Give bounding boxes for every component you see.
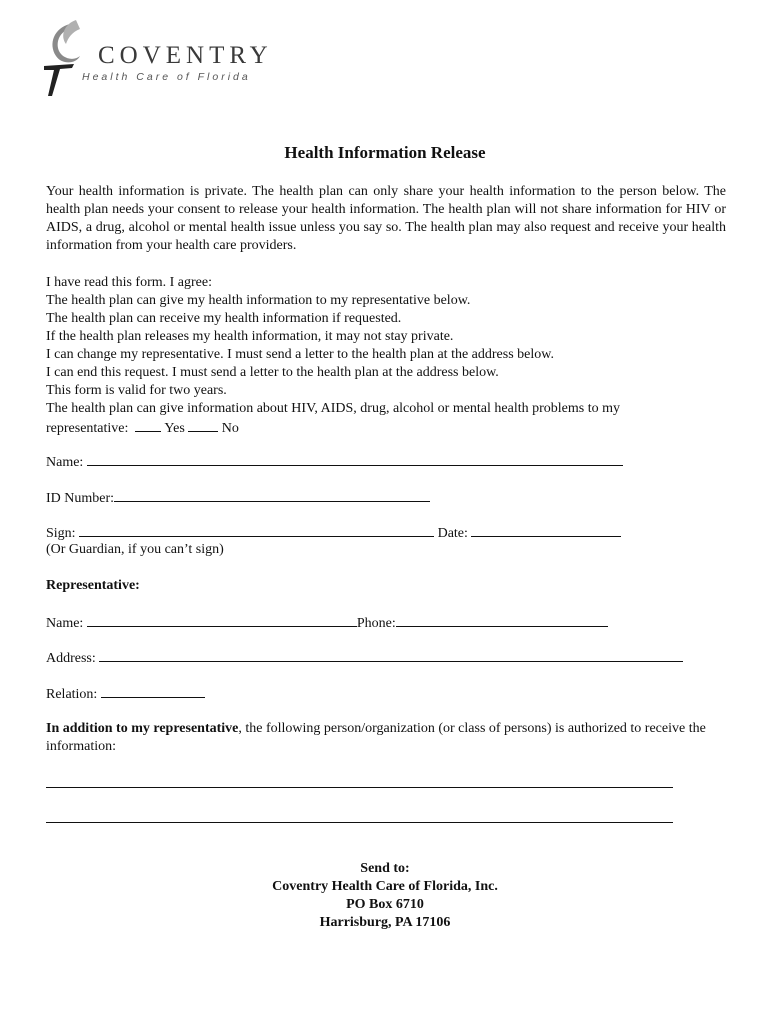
coventry-logo	[40, 18, 273, 100]
coventry-swirl-icon	[40, 18, 100, 100]
guardian-note: (Or Guardian, if you can’t sign)	[46, 542, 224, 557]
additional-authorization	[46, 720, 706, 756]
agreement-line: If the health plan releases my health information, it may not stay private.	[46, 329, 454, 344]
logo-tagline: Health Care of Florida	[82, 71, 251, 83]
hiv-consent-choice	[46, 418, 726, 438]
yes-label: Yes	[164, 421, 185, 436]
intro-paragraph	[46, 183, 726, 255]
rep-relation-row	[46, 684, 205, 702]
date-label: Date:	[437, 526, 468, 541]
rep-address-row	[46, 648, 683, 666]
representative-label: representative:	[46, 421, 129, 436]
rep-relation-field[interactable]	[101, 684, 205, 698]
id-number-label: ID Number:	[46, 491, 115, 506]
agreement-line: I can end this request. I must send a letter to the health plan at the address below.	[46, 365, 499, 380]
send-to-city: Harrisburg, PA 17106	[319, 915, 451, 930]
hiv-consent-line: The health plan can give information about HIV, AIDS, drug, alcohol or mental health problems to my	[46, 401, 620, 416]
rep-phone-label: Phone:	[356, 616, 396, 631]
name-label: Name:	[46, 455, 84, 470]
no-label: No	[221, 421, 239, 436]
sign-label: Sign:	[46, 526, 76, 541]
name-row	[46, 452, 623, 470]
yes-blank[interactable]	[135, 418, 161, 432]
send-to-block	[0, 860, 770, 932]
send-to-po-box: PO Box 6710	[346, 897, 424, 912]
send-to-company: Coventry Health Care of Florida, Inc.	[272, 879, 498, 894]
addition-bold-text: In addition to my representative	[46, 721, 239, 736]
rep-name-row	[46, 613, 608, 631]
id-row	[46, 488, 430, 506]
signature-field[interactable]	[79, 523, 434, 537]
send-to-heading: Send to:	[360, 861, 410, 876]
intro-text: Your health information is private. The health plan can only share your health information to the person below. The health plan needs your consent to release your health information. The health plan will not share information for HIV or AIDS, a drug, alcohol or mental health issue unless you say so. The health plan may also request and receive your health information from your health care providers.	[46, 184, 726, 253]
agreement-section	[46, 274, 726, 438]
agreement-line: The health plan can receive my health information if requested.	[46, 311, 402, 326]
rep-address-field[interactable]	[99, 648, 683, 662]
agreement-line: The health plan can give my health information to my representative below.	[46, 293, 471, 308]
agreement-line: I have read this form. I agree:	[46, 275, 212, 290]
page-title: Health Information Release	[284, 143, 486, 162]
rep-name-label: Name:	[46, 616, 84, 631]
no-blank[interactable]	[188, 418, 218, 432]
rep-relation-label: Relation:	[46, 687, 98, 702]
rep-name-field[interactable]	[87, 613, 357, 627]
id-number-field[interactable]	[114, 488, 430, 502]
sign-row	[46, 523, 621, 541]
agreement-line: This form is valid for two years.	[46, 383, 227, 398]
representative-heading: Representative:	[46, 578, 140, 593]
agreement-line: I can change my representative. I must send a letter to the health plan at the address below.	[46, 347, 554, 362]
authorized-party-line-2[interactable]	[46, 822, 673, 823]
logo-wordmark: COVENTRY	[98, 42, 273, 69]
rep-address-label: Address:	[46, 651, 96, 666]
date-field[interactable]	[471, 523, 621, 537]
name-field[interactable]	[87, 452, 623, 466]
addition-text: , the following person/organization (or class of persons) is authorized to receive the information:	[46, 721, 706, 754]
authorized-party-line-1[interactable]	[46, 787, 673, 788]
rep-phone-field[interactable]	[396, 613, 608, 627]
